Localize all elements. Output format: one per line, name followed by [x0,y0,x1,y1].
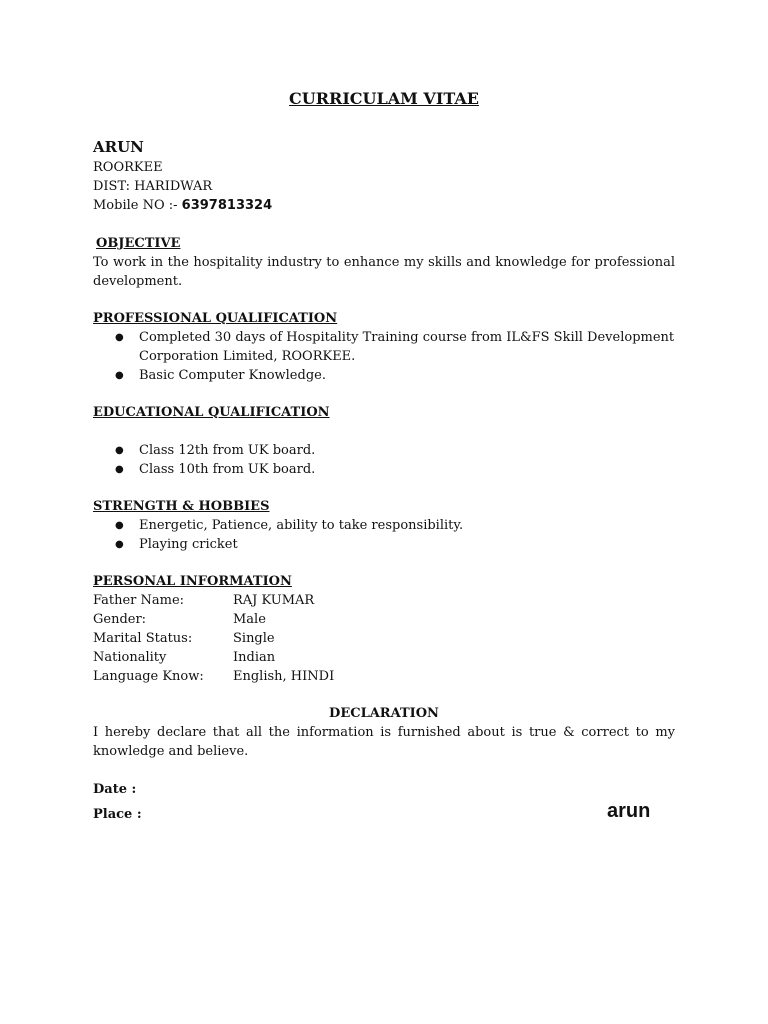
personal-heading: PERSONAL INFORMATION [93,574,292,589]
educational-list [93,441,675,479]
signature: arun [607,800,651,822]
info-row-language [93,667,334,686]
info-value: Male [233,612,266,627]
info-row-father [93,591,314,610]
info-value: English, HINDI [233,669,335,684]
objective-heading: OBJECTIVE [96,236,181,251]
objective-text: To work in the hospitality industry to enhance my skills and knowledge for professional development. [93,255,675,289]
list-item: ● Energetic, Patience, ability to take responsibility. [93,516,675,535]
info-row-marital-status [93,629,275,648]
declaration-text: I hereby declare that all the information is furnished about is true & correct to my knowledge and believe. [93,725,675,759]
professional-list [93,328,675,385]
mobile-label: Mobile NO :- [93,198,182,213]
info-label: Father Name: [93,593,185,608]
address-line-1: ROORKEE [93,160,163,175]
strengths-heading: STRENGTH & HOBBIES [93,499,270,514]
info-label: Language Know: [93,669,204,684]
info-row-nationality [93,648,275,667]
info-value: Indian [233,650,276,665]
list-item: ● Playing cricket [93,535,675,554]
page-title: CURRICULAM VITAE [289,89,479,108]
educational-heading: EDUCATIONAL QUALIFICATION [93,405,330,420]
candidate-name: ARUN [93,138,144,156]
place-label: Place : [93,807,142,822]
mobile-number: 6397813324 [181,198,273,213]
info-row-gender [93,610,266,629]
declaration-heading: DECLARATION [329,706,439,721]
address-line-2: DIST: HARIDWAR [93,179,213,194]
mobile-line [93,196,272,215]
date-label: Date : [93,782,137,797]
list-item: ● Class 10th from UK board. [93,460,675,479]
list-item: ● Completed 30 days of Hospitality Training course from IL&FS Skill Development Corporation Limited, ROORKEE. [93,328,675,366]
info-label: Nationality [93,650,167,665]
list-item: ● Basic Computer Knowledge. [93,366,675,385]
list-item: ● Class 12th from UK board. [93,441,675,460]
info-value: RAJ KUMAR [233,593,315,608]
info-label: Marital Status: [93,631,193,646]
strengths-list [93,516,675,554]
professional-heading: PROFESSIONAL QUALIFICATION [93,311,338,326]
info-value: Single [233,631,275,646]
info-label: Gender: [93,612,147,627]
